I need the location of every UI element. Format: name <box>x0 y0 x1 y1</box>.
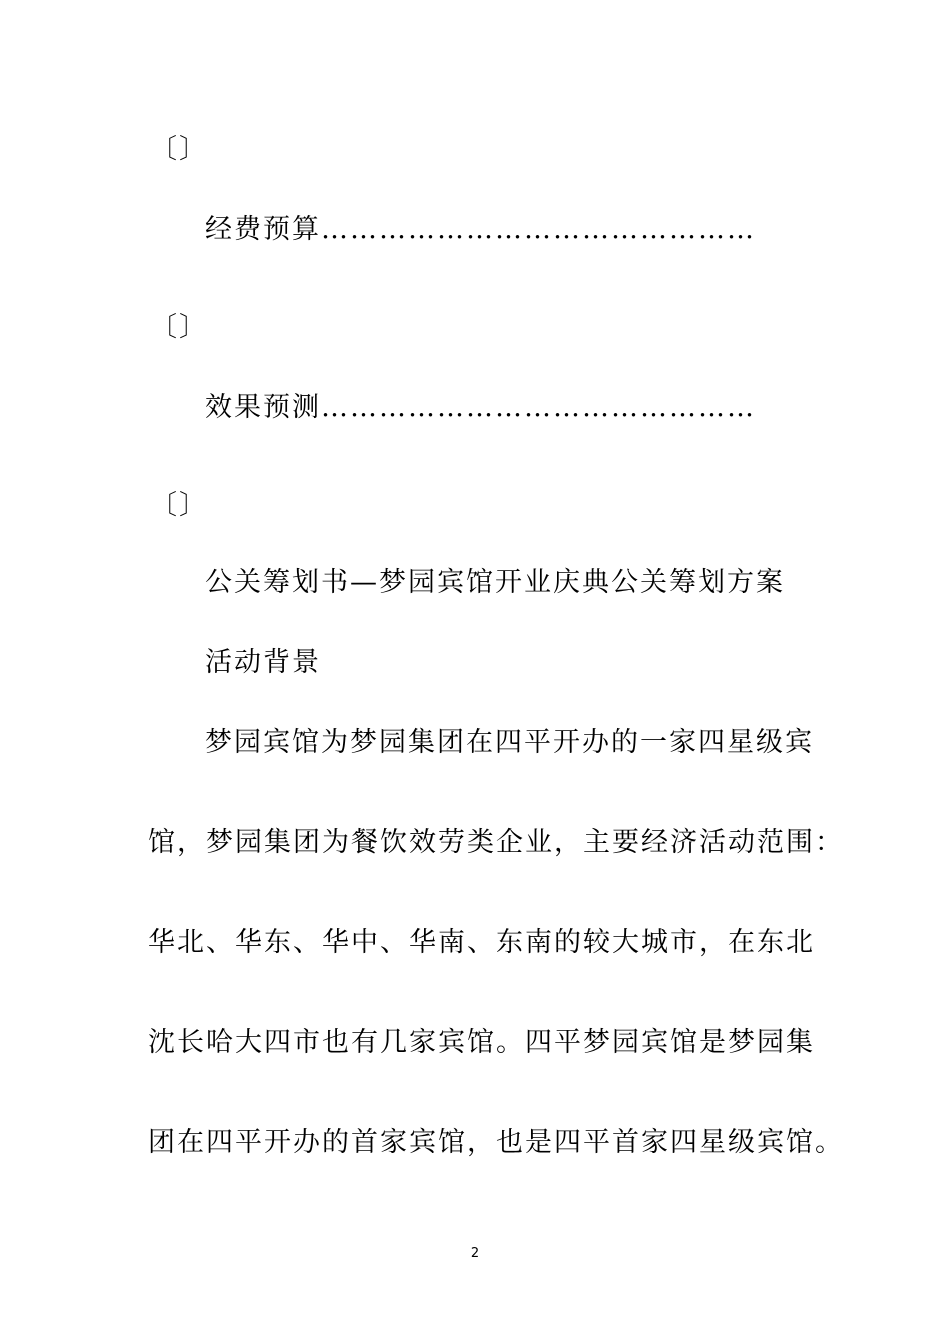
paragraph-line-1: 梦园宾馆为梦园集团在四平开办的一家四星级宾 <box>205 727 814 758</box>
section-heading: 活动背景 <box>205 647 321 678</box>
document-title: 公关筹划书—梦园宾馆开业庆典公关筹划方案 <box>205 567 785 598</box>
bracket-placeholder-2: 〔〕 <box>150 312 208 343</box>
page-number: 2 <box>470 1246 480 1261</box>
paragraph-line-5: 团在四平开办的首家宾馆，也是四平首家四星级宾馆。 <box>148 1127 844 1158</box>
toc-entry-forecast: 效果预测……………………………………… <box>205 392 756 423</box>
bracket-placeholder-1: 〔〕 <box>150 134 208 165</box>
paragraph-line-3: 华北、华东、华中、华南、东南的较大城市，在东北 <box>148 927 815 958</box>
paragraph-line-2: 馆，梦园集团为餐饮效劳类企业，主要经济活动范围： <box>148 827 844 858</box>
paragraph-line-4: 沈长哈大四市也有几家宾馆。四平梦园宾馆是梦园集 <box>148 1027 815 1058</box>
toc-entry-budget: 经费预算……………………………………… <box>205 214 756 245</box>
bracket-placeholder-3: 〔〕 <box>150 490 208 521</box>
